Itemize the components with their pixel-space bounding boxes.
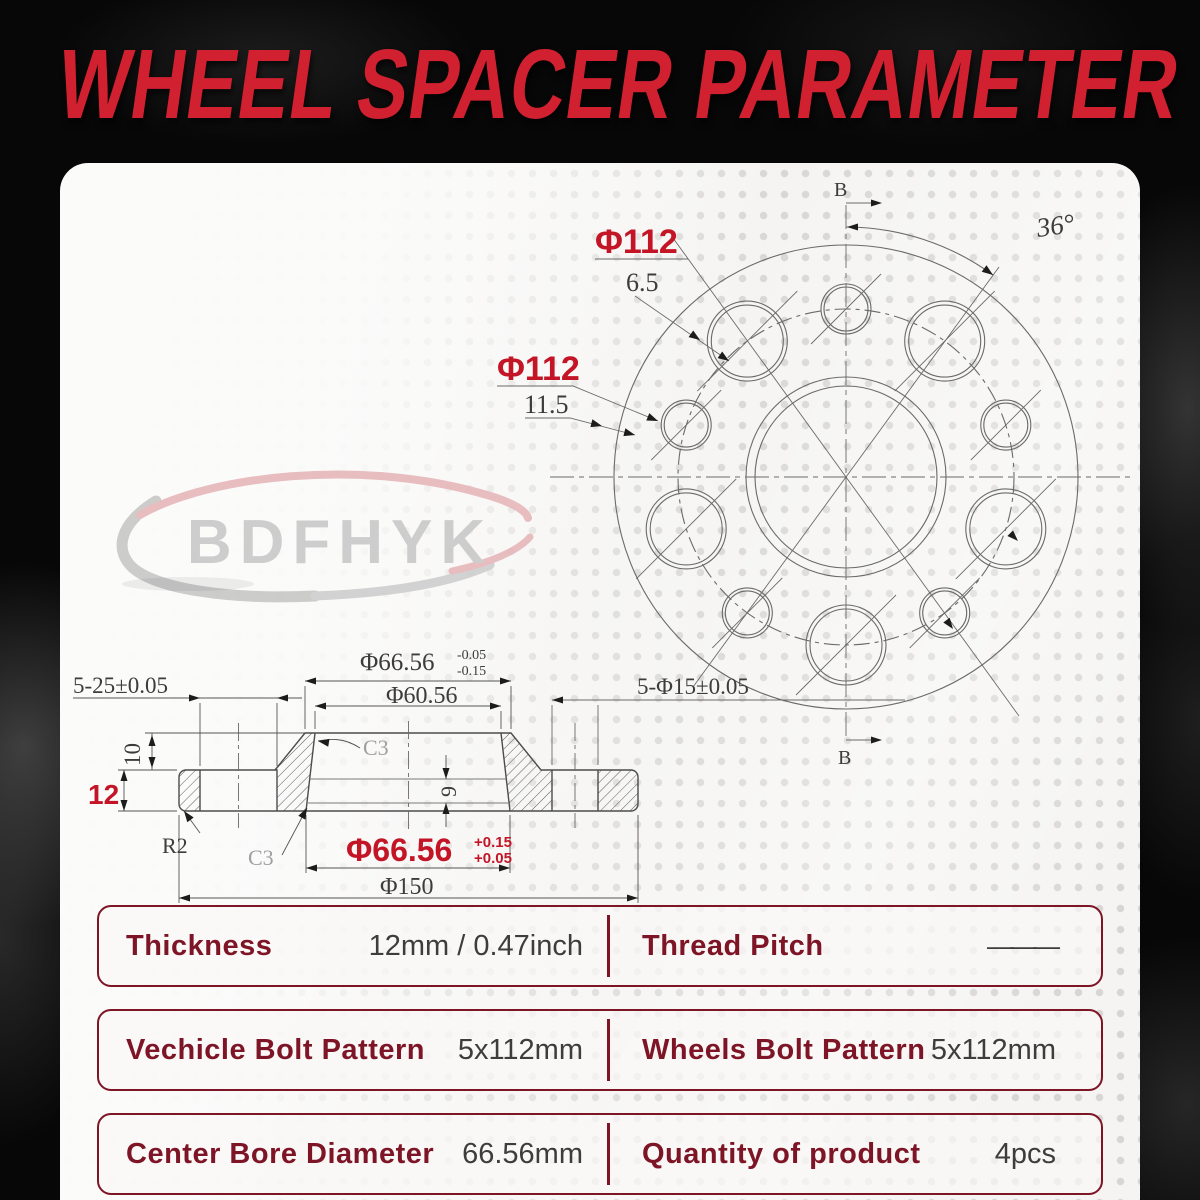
row-value: 12mm / 0.47inch	[368, 929, 583, 962]
row-label: Wheels Bolt Pattern	[642, 1033, 926, 1066]
hole-depth-label: 11.5	[524, 390, 569, 419]
hub-od-label: Φ66.56	[360, 649, 435, 676]
fillet-label: R2	[162, 833, 188, 858]
counterbore-spec-label: 5-25±0.05	[73, 673, 169, 698]
row-label: Center Bore Diameter	[126, 1137, 435, 1170]
center-bore-label: Φ66.56	[346, 832, 453, 868]
brand-text: BDFHYK	[186, 508, 494, 577]
row-value: 5x112mm	[457, 1033, 583, 1066]
brand-watermark	[122, 474, 530, 596]
row-value: 4pcs	[994, 1137, 1056, 1170]
chamfer-top-label: C3	[363, 735, 389, 760]
table-row	[97, 1113, 1103, 1195]
section-marker-bottom: B	[838, 747, 852, 769]
outer-diameter-label: Φ150	[380, 874, 434, 900]
row-label: Vechicle Bolt Pattern	[126, 1033, 425, 1066]
section-view	[73, 648, 638, 903]
counterbore-depth-label: 6.5	[626, 268, 659, 297]
angle-label: 36°	[1034, 207, 1077, 243]
center-bore-tol-lower: +0.05	[474, 850, 512, 867]
front-view-labels	[497, 179, 1076, 769]
thread-pitch-dash: ———	[987, 930, 1056, 961]
page-title: WHEEL SPACER PARAMETER	[51, 29, 1187, 140]
hub-od-tol-lower: -0.15	[457, 664, 487, 679]
table-row	[97, 905, 1103, 987]
chamfer-bottom-label: C3	[248, 845, 274, 870]
row-label: Quantity of product	[642, 1137, 921, 1170]
bolt-holes-label: 5-Φ15±0.05	[637, 674, 749, 699]
bore-depth-label: 9	[436, 786, 461, 797]
thickness-label: 12	[88, 779, 120, 810]
center-bore-tol-upper: +0.15	[474, 834, 512, 851]
row-label: Thickness	[126, 929, 273, 962]
lip-bore-label: Φ60.56	[386, 683, 458, 709]
drawing-card	[60, 163, 1140, 1200]
pcd-label-2: Φ112	[497, 350, 580, 388]
parameter-table	[97, 905, 1103, 1200]
table-row	[97, 1009, 1103, 1091]
hub-od-tol-upper: -0.05	[457, 648, 487, 663]
front-view	[497, 203, 1132, 765]
row-label: Thread Pitch	[642, 929, 824, 962]
row-value: 66.56mm	[462, 1137, 583, 1170]
step-height-label: 10	[120, 743, 145, 766]
front-view-arrows	[552, 200, 1018, 744]
section-marker-top: B	[834, 179, 848, 201]
row-value: 5x112mm	[930, 1033, 1056, 1066]
pcd-label-1: Φ112	[595, 223, 678, 261]
